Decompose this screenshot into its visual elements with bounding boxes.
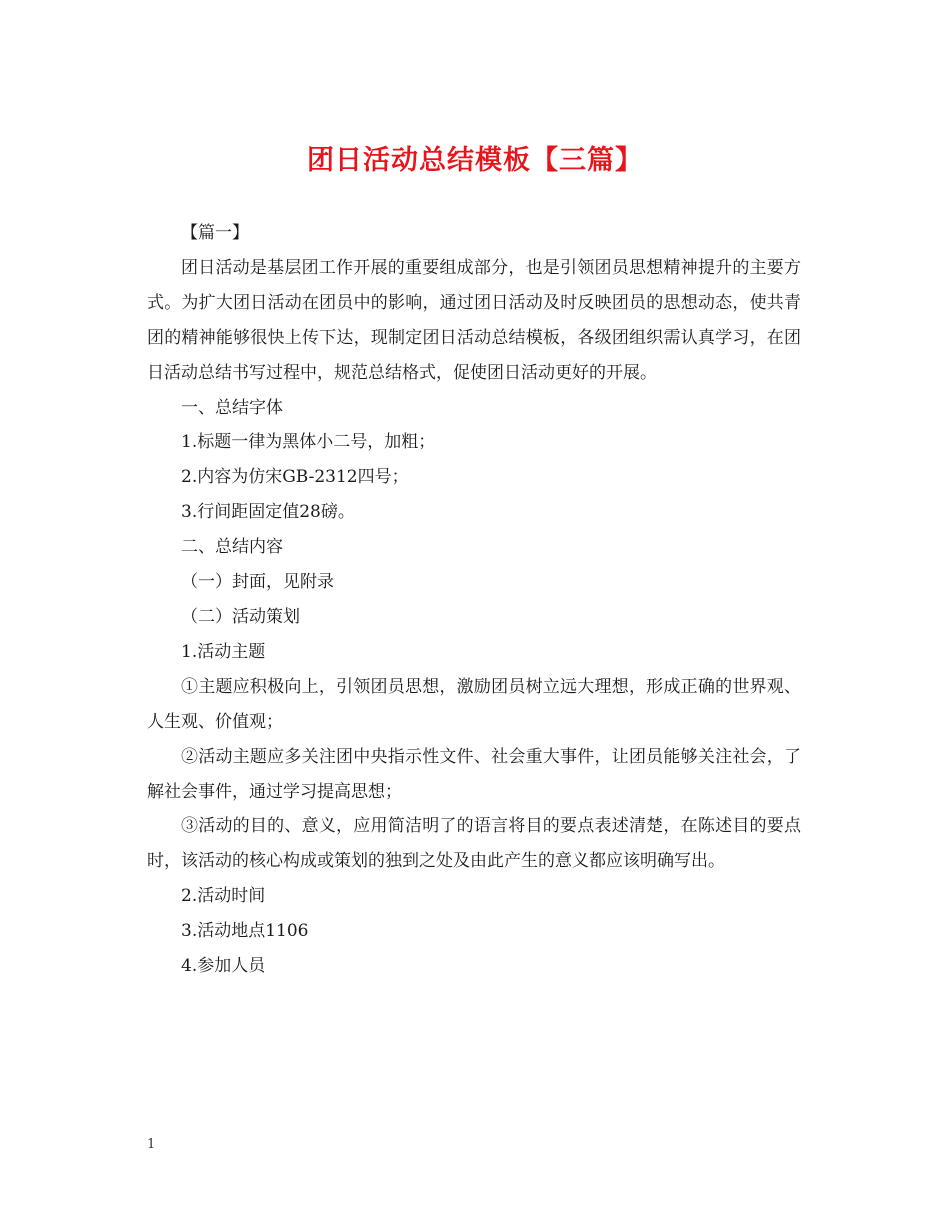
document-title: 团日活动总结模板【三篇】 bbox=[307, 145, 643, 176]
list-item-title-font: 1.标题一律为黑体小二号，加粗； bbox=[181, 432, 436, 453]
section-heading-part-one: 【篇一】 bbox=[181, 223, 249, 243]
list-item-participants: 4.参加人员 bbox=[181, 956, 266, 977]
heading-summary-content: 二、总结内容 bbox=[181, 537, 283, 558]
theme-point-two: ②活动主题应多关注团中央指示性文件、社会重大事件，让团员能够关注社会，了解社会事件，通过学习提高思想； bbox=[147, 746, 801, 802]
list-item-line-spacing: 3.行间距固定值28磅。 bbox=[181, 502, 355, 523]
heading-summary-font: 一、总结字体 bbox=[181, 397, 283, 418]
theme-point-three: ③活动的目的、意义，应用简洁明了的语言将目的要点表述清楚，在陈述目的要点时，该活动的核心构成或策划的独到之处及由此产生的意义都应该明确写出。 bbox=[147, 816, 801, 872]
intro-paragraph: 团日活动是基层团工作开展的重要组成部分，也是引领团员思想精神提升的主要方式。为扩大团日活动在团员中的影响，通过团日活动及时反映团员的思想动态，使共青团的精神能够很快上传下达，现制定团日活动总结模板，各级团组织需认真学习，在团日活动总结书写过程中，规范总结格式，促使团日活动更好的开展。 bbox=[147, 257, 801, 383]
sub-heading-cover: （一）封面，见附录 bbox=[181, 572, 334, 593]
document-body bbox=[147, 216, 801, 984]
list-item-content-font: 2.内容为仿宋GB-2312四号； bbox=[181, 467, 409, 488]
list-item-activity-theme: 1.活动主题 bbox=[181, 641, 266, 662]
page-number: 1 bbox=[147, 1137, 156, 1152]
list-item-activity-location: 3.活动地点1106 bbox=[181, 921, 309, 942]
sub-heading-activity-plan: （二）活动策划 bbox=[181, 606, 300, 627]
theme-point-one: ①主题应积极向上，引领团员思想，激励团员树立远大理想，形成正确的世界观、人生观、价值观； bbox=[147, 676, 801, 732]
list-item-activity-time: 2.活动时间 bbox=[181, 886, 266, 907]
